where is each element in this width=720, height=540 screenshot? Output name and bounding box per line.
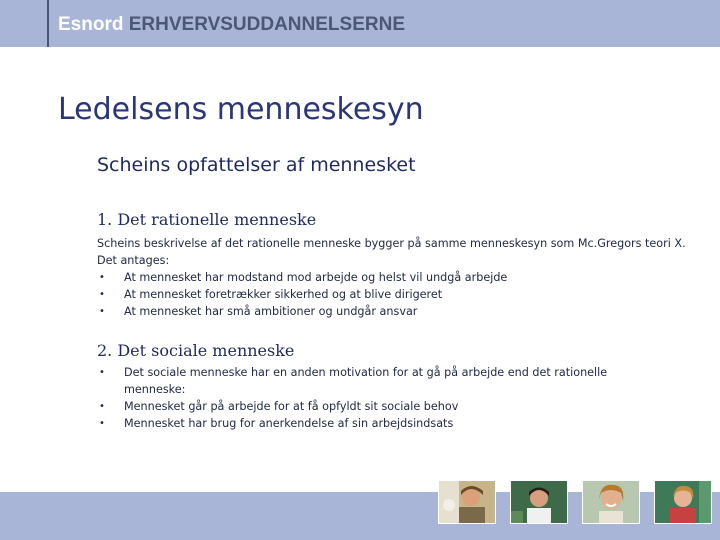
section-social-person (97, 341, 697, 432)
bullet-list (97, 364, 697, 432)
bullet-icon: • (99, 401, 105, 412)
bullet-list (97, 269, 697, 320)
photo-thumbnail-2 (510, 480, 568, 524)
photo-thumbnail-4 (654, 480, 712, 524)
bullet-text: Mennesket har brug for anerkendelse af sin arbejdsindsats (124, 417, 454, 430)
list-item (97, 415, 697, 432)
photo-thumbnail-1 (438, 480, 496, 524)
brand-part-erhvervsuddannelserne: ERHVERVSUDDANNELSERNE (128, 14, 405, 35)
brand-logo-text (58, 14, 405, 36)
bullet-icon: • (99, 418, 105, 429)
bullet-text: At mennesket foretrækker sikkerhed og at blive dirigeret (124, 288, 443, 301)
list-item (97, 398, 697, 415)
bullet-icon: • (99, 272, 105, 283)
section-rational-person (97, 210, 697, 320)
list-item (97, 269, 697, 286)
list-item (97, 286, 697, 303)
list-item (97, 303, 697, 320)
brand-part-esnord: Esnord (58, 14, 124, 35)
bullet-text: At mennesket har modstand mod arbejde og helst vil undgå arbejde (124, 271, 508, 284)
header-divider (47, 0, 49, 47)
section-heading: 2. Det sociale menneske (97, 341, 295, 360)
list-item (97, 364, 664, 398)
slide-title: Ledelsens menneskesyn (58, 92, 424, 127)
section-heading: 1. Det rationelle menneske (97, 210, 317, 229)
bullet-text: Mennesket går på arbejde for at få opfyldt sit sociale behov (124, 400, 459, 413)
bullet-icon: • (99, 289, 105, 300)
photo-thumbnail-3 (582, 480, 640, 524)
bullet-text: At mennesket har små ambitioner og undgår ansvar (124, 305, 418, 318)
bullet-icon: • (99, 306, 105, 317)
bullet-text: Det sociale menneske har en anden motivation for at gå på arbejde end det rationelle menneske: (124, 366, 608, 396)
slide-subtitle: Scheins opfattelser af mennesket (97, 154, 416, 176)
bullet-icon: • (99, 367, 105, 378)
section-intro: Scheins beskrivelse af det rationelle menneske bygger på samme menneskesyn som Mc.Gregors teori X. Det antages: (97, 237, 686, 267)
